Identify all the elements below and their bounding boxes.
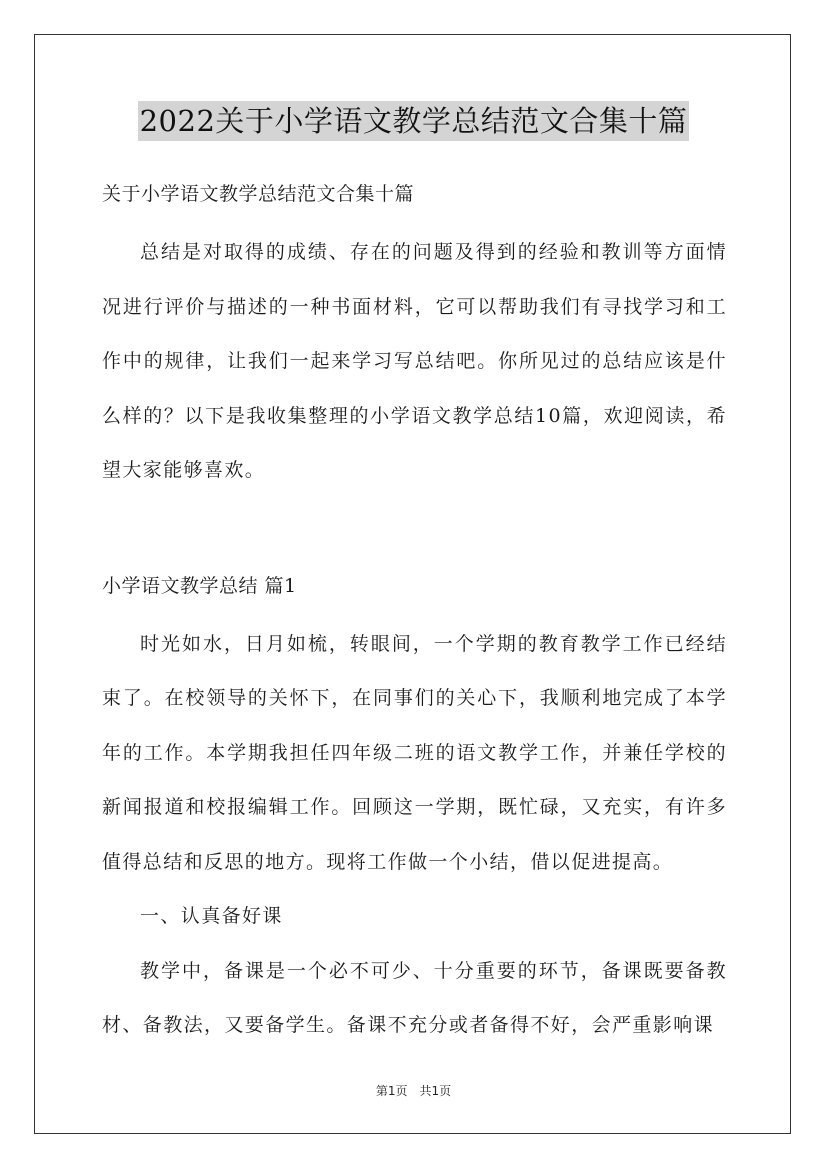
page-total: 共1页: [419, 1084, 452, 1098]
section-paragraph-2: 教学中，备课是一个必不可少、十分重要的环节，备课既要备教材、备教法，又要备学生。备课不充分或者备得不好，会严重影响课: [102, 959, 727, 1036]
page-number: 第1页: [375, 1084, 408, 1098]
document-title: 2022关于小学语文教学总结范文合集十篇: [138, 101, 690, 141]
item-heading: 一、认真备好课: [140, 905, 283, 927]
section-heading: 小学语文教学总结 篇1: [102, 574, 297, 597]
section-paragraph-1: 时光如水，日月如梳，转眼间，一个学期的教育教学工作已经结束了。在校领导的关怀下，在同事们的关心下，我顺利地完成了本学年的工作。本学期我担任四年级二班的语文教学工作，并兼任学校的新闻报道和校报编辑工作。回顾这一学期，既忙碌，又充实，有许多值得总结和反思的地方。现将工作做一个小结，借以促进提高。: [102, 632, 727, 873]
document-body: [102, 176, 727, 1053]
page-footer: [0, 1082, 827, 1100]
title-container: [0, 101, 827, 141]
document-subtitle: 关于小学语文教学总结范文合集十篇: [102, 183, 415, 205]
intro-paragraph: 总结是对取得的成绩、存在的问题及得到的经验和教训等方面情况进行评价与描述的一种书面材料，它可以帮助我们有寻找学习和工作中的规律，让我们一起来学习写总结吧。你所见过的总结应该是什么样的？以下是我收集整理的小学语文教学总结10篇，欢迎阅读，希望大家能够喜欢。: [102, 241, 727, 481]
